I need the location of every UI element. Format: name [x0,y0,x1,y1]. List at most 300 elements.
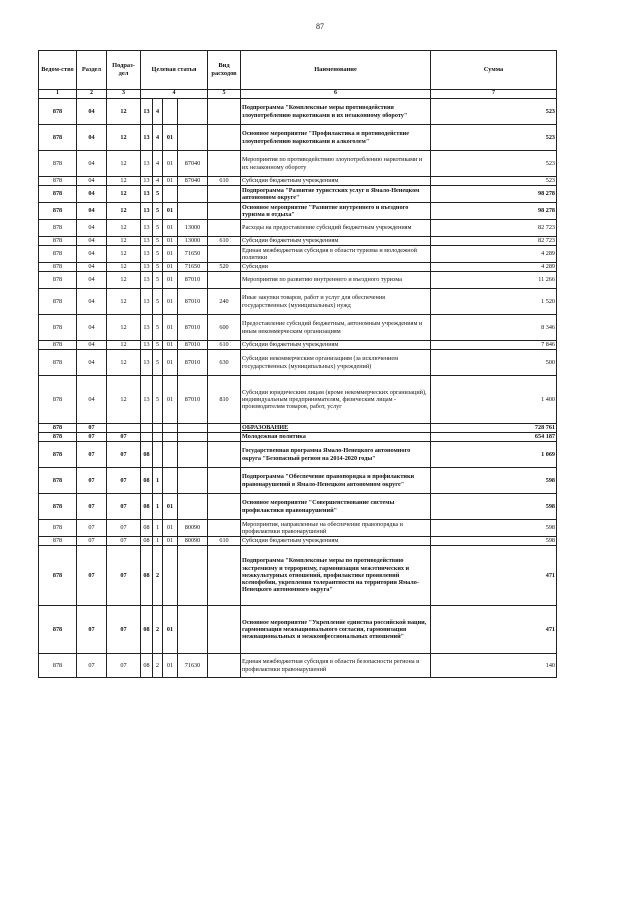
cell-vid-rashodov [208,272,241,289]
cell-naimenovanie [241,341,431,350]
cell-razdel: 04 [77,246,107,263]
cell-target-activity [163,546,178,606]
cell-naimenovanie [241,177,431,186]
cell-podrazdel: 07 [107,494,141,520]
cell-target-direction [178,424,208,433]
row-name-text: Расходы на предоставление субсидий бюджетным учреждениям [242,224,412,232]
cell-target-subprogram: 4 [153,125,163,151]
cell-podrazdel: 12 [107,186,141,203]
cell-target-program: 13 [141,186,153,203]
row-name-text: Субсидии [242,263,268,271]
table-row [39,177,557,186]
cell-vid-rashodov [208,606,241,654]
cell-target-program: 13 [141,151,153,177]
cell-naimenovanie [241,376,431,424]
cell-summa: 140 [431,654,557,678]
cell-target-direction [178,125,208,151]
row-name-text: Мероприятия, направленные на обеспечение правопорядка и профилактики правонарушений [242,520,403,535]
cell-target-program: 13 [141,376,153,424]
cell-vedomstvo: 878 [39,220,77,237]
cell-target-direction: 13000 [178,237,208,246]
cell-vedomstvo: 878 [39,350,77,376]
cell-target-activity [163,468,178,494]
cell-vedomstvo: 878 [39,186,77,203]
cell-naimenovanie [241,220,431,237]
cell-podrazdel: 12 [107,315,141,341]
cell-target-activity [163,186,178,203]
row-name-text: Субсидии бюджетным учреждениям [242,237,339,245]
row-name-text: Субсидии некоммерческим организациям (за исключением государственных (муниципальных) учреждений) [242,355,398,370]
cell-target-subprogram [153,442,163,468]
cell-target-subprogram: 5 [153,341,163,350]
cell-summa: 11 266 [431,272,557,289]
cell-summa: 728 761 [431,424,557,433]
cell-podrazdel: 12 [107,203,141,220]
cell-vid-rashodov: 610 [208,177,241,186]
row-name-text: Мероприятия по развитию внутреннего и въездного туризма [242,276,402,284]
cell-target-program: 13 [141,341,153,350]
cell-target-program: 13 [141,203,153,220]
cell-vedomstvo: 878 [39,125,77,151]
row-name-text: Основное мероприятие "Профилактика и противодействие злоупотреблению наркотиками и алкоголем" [242,130,409,145]
cell-vid-rashodov [208,203,241,220]
cell-target-activity: 01 [163,289,178,315]
cell-target-activity: 01 [163,220,178,237]
cell-target-activity: 01 [163,263,178,272]
cell-podrazdel: 07 [107,442,141,468]
cell-summa: 4 289 [431,263,557,272]
cell-target-direction: 87040 [178,177,208,186]
cell-target-activity: 01 [163,494,178,520]
cell-target-program: 13 [141,350,153,376]
cell-vid-rashodov [208,125,241,151]
cell-summa: 1 400 [431,376,557,424]
cell-podrazdel: 12 [107,350,141,376]
cell-target-direction [178,468,208,494]
row-name-text: Подпрограмма "Комплексные меры противодействия злоупотреблению наркотиками и их незаконному обороту" [242,104,408,119]
cell-summa: 8 346 [431,315,557,341]
cell-vid-rashodov [208,220,241,237]
table-row [39,315,557,341]
cell-target-subprogram [153,424,163,433]
cell-target-subprogram: 5 [153,289,163,315]
table-row [39,272,557,289]
table-row [39,289,557,315]
cell-razdel: 07 [77,606,107,654]
cell-target-direction: 87040 [178,151,208,177]
cell-target-subprogram: 2 [153,606,163,654]
cell-target-program: 13 [141,125,153,151]
cell-target-subprogram [153,433,163,442]
cell-podrazdel: 07 [107,468,141,494]
cell-target-subprogram: 1 [153,468,163,494]
cell-vedomstvo: 878 [39,315,77,341]
cell-target-subprogram: 5 [153,237,163,246]
table-row [39,350,557,376]
cell-summa: 4 289 [431,246,557,263]
cell-naimenovanie [241,203,431,220]
cell-vid-rashodov [208,494,241,520]
cell-vedomstvo: 878 [39,272,77,289]
cell-target-activity: 01 [163,606,178,654]
cell-target-program: 08 [141,546,153,606]
cell-summa: 98 278 [431,186,557,203]
cell-target-program [141,424,153,433]
cell-vedomstvo: 878 [39,494,77,520]
header-naimenovanie: Наименование [241,51,431,90]
cell-target-activity: 01 [163,520,178,537]
cell-podrazdel: 12 [107,151,141,177]
cell-naimenovanie [241,546,431,606]
cell-target-activity [163,424,178,433]
cell-vedomstvo: 878 [39,433,77,442]
cell-target-subprogram: 5 [153,272,163,289]
cell-target-direction [178,494,208,520]
header-row [39,51,557,90]
cell-target-direction: 87010 [178,350,208,376]
cell-razdel: 07 [77,468,107,494]
cell-summa: 82 723 [431,220,557,237]
row-name-text: Подпрограмма "Развитие туристских услуг в Ямало-Ненецком автономном округе" [242,186,420,201]
cell-vid-rashodov [208,468,241,494]
cell-target-direction: 87010 [178,289,208,315]
cell-naimenovanie [241,606,431,654]
cell-naimenovanie [241,537,431,546]
cell-target-program: 08 [141,520,153,537]
cell-razdel: 04 [77,350,107,376]
cell-vid-rashodov [208,99,241,125]
table-row [39,520,557,537]
cell-razdel: 07 [77,442,107,468]
table-row [39,494,557,520]
cell-target-program: 08 [141,468,153,494]
header-podrazdel: Подраз-дел [107,51,141,90]
cell-vedomstvo: 878 [39,520,77,537]
cell-target-direction: 71650 [178,246,208,263]
cell-podrazdel: 12 [107,237,141,246]
row-name-text: Субсидии бюджетным учреждениям [242,177,339,185]
cell-podrazdel: 12 [107,220,141,237]
cell-target-direction: 71650 [178,263,208,272]
page-number: 87 [316,22,324,31]
cell-razdel: 04 [77,341,107,350]
cell-podrazdel: 12 [107,376,141,424]
cell-razdel: 07 [77,537,107,546]
cell-target-activity: 01 [163,341,178,350]
cell-razdel: 07 [77,520,107,537]
cell-naimenovanie [241,424,431,433]
cell-target-activity [163,99,178,125]
cell-target-activity: 01 [163,246,178,263]
cell-summa: 523 [431,125,557,151]
cell-summa: 82 723 [431,237,557,246]
cell-vid-rashodov [208,442,241,468]
cell-vedomstvo: 878 [39,263,77,272]
table-row [39,99,557,125]
cell-razdel: 04 [77,376,107,424]
cell-naimenovanie [241,246,431,263]
cell-naimenovanie [241,125,431,151]
cell-summa: 523 [431,151,557,177]
cell-vedomstvo: 878 [39,654,77,678]
column-number: 7 [431,90,557,99]
cell-naimenovanie [241,186,431,203]
cell-summa: 1 069 [431,442,557,468]
cell-razdel: 04 [77,237,107,246]
cell-target-subprogram: 2 [153,546,163,606]
cell-vid-rashodov [208,246,241,263]
cell-razdel: 04 [77,99,107,125]
cell-target-subprogram: 5 [153,220,163,237]
cell-target-activity: 01 [163,654,178,678]
cell-podrazdel: 07 [107,606,141,654]
cell-razdel: 04 [77,220,107,237]
table-row [39,263,557,272]
cell-vid-rashodov: 630 [208,350,241,376]
cell-vedomstvo: 878 [39,376,77,424]
cell-podrazdel: 07 [107,546,141,606]
cell-vedomstvo: 878 [39,177,77,186]
cell-podrazdel: 12 [107,125,141,151]
cell-target-program: 13 [141,315,153,341]
cell-podrazdel: 12 [107,289,141,315]
header-summa: Сумма [431,51,557,90]
table-row [39,220,557,237]
table-row [39,442,557,468]
row-name-text: Подпрограмма "Комплексные меры по противодействию экстремизму и терроризму, гармонизация межэтнических и межкультурных отношений, профилактике проявлений ксенофобии, укрепления толерантности на территории Ямало-Ненецкого автономного округа" [242,557,419,594]
column-number: 5 [208,90,241,99]
cell-target-program: 08 [141,606,153,654]
cell-vedomstvo: 878 [39,537,77,546]
cell-target-subprogram: 4 [153,99,163,125]
cell-target-program: 13 [141,220,153,237]
cell-podrazdel: 12 [107,263,141,272]
cell-podrazdel: 12 [107,99,141,125]
cell-target-direction: 71630 [178,654,208,678]
row-name-text: Молодежная политика [242,433,306,441]
cell-naimenovanie [241,289,431,315]
cell-razdel: 04 [77,151,107,177]
cell-naimenovanie [241,272,431,289]
cell-summa: 1 520 [431,289,557,315]
cell-razdel: 04 [77,203,107,220]
cell-target-direction [178,99,208,125]
cell-target-subprogram: 5 [153,350,163,376]
cell-target-program: 13 [141,272,153,289]
cell-vid-rashodov: 240 [208,289,241,315]
header-vedomstvo: Ведом-ство [39,51,77,90]
row-name-text: Субсидии бюджетным учреждениям [242,537,339,545]
cell-target-activity [163,442,178,468]
cell-target-subprogram: 2 [153,654,163,678]
cell-podrazdel: 12 [107,177,141,186]
row-name-text: Основное мероприятие "Укрепление единства российской нации, гармонизация межнационального согласия, гармонизация межнациональных и межконфессиональных отношений" [242,618,427,641]
cell-vedomstvo: 878 [39,341,77,350]
row-name-text: Единая межбюджетная субсидия в области безопасности региона и профилактики правонарушений [242,658,420,673]
cell-vedomstvo: 878 [39,606,77,654]
cell-vedomstvo: 878 [39,424,77,433]
table-row [39,546,557,606]
cell-target-program: 08 [141,654,153,678]
table-row [39,246,557,263]
cell-vid-rashodov [208,433,241,442]
cell-target-subprogram: 5 [153,186,163,203]
budget-table [38,50,557,678]
cell-vedomstvo: 878 [39,151,77,177]
cell-summa: 98 278 [431,203,557,220]
cell-target-activity: 01 [163,315,178,341]
cell-target-activity: 01 [163,203,178,220]
cell-target-direction [178,442,208,468]
cell-target-activity: 01 [163,125,178,151]
row-name-text: Основное мероприятие "Совершенствование системы профилактики правонарушений" [242,499,395,514]
table-row [39,341,557,350]
cell-vid-rashodov [208,546,241,606]
cell-vid-rashodov [208,654,241,678]
cell-vid-rashodov: 810 [208,376,241,424]
cell-target-subprogram: 1 [153,537,163,546]
cell-target-program: 13 [141,246,153,263]
cell-razdel: 04 [77,186,107,203]
cell-target-activity [163,433,178,442]
row-name-text: Субсидии юридическим лицам (кроме некоммерческих организаций), индивидуальным предпринимателям, физическим лицам - производителям товаров, работ, услуг [242,388,427,411]
cell-target-direction: 87010 [178,376,208,424]
table-row [39,186,557,203]
row-name-text: Иные закупки товаров, работ и услуг для обеспечения государственных (муниципальных) нужд [242,294,385,309]
cell-summa: 598 [431,494,557,520]
table-row [39,237,557,246]
cell-target-subprogram: 4 [153,177,163,186]
cell-summa: 500 [431,350,557,376]
cell-vid-rashodov: 610 [208,341,241,350]
table-row [39,433,557,442]
cell-target-program: 13 [141,99,153,125]
cell-razdel: 04 [77,177,107,186]
column-number-row [39,90,557,99]
cell-podrazdel: 07 [107,654,141,678]
table-row [39,468,557,494]
cell-razdel: 07 [77,424,107,433]
cell-summa: 471 [431,606,557,654]
row-name-text: Единая межбюджетная субсидия в области туризма и молодежной политики [242,246,417,261]
table-row [39,203,557,220]
cell-podrazdel: 07 [107,537,141,546]
table-row [39,424,557,433]
cell-target-activity: 01 [163,272,178,289]
cell-target-activity: 01 [163,350,178,376]
cell-target-program: 08 [141,537,153,546]
cell-naimenovanie [241,654,431,678]
cell-summa: 654 187 [431,433,557,442]
cell-naimenovanie [241,237,431,246]
cell-naimenovanie [241,99,431,125]
header-celevaya-statya: Целевая статья [141,51,208,90]
cell-target-direction: 80090 [178,520,208,537]
cell-podrazdel: 12 [107,272,141,289]
row-name-text: Государственная программа Ямало-Ненецкого автономного округа "Безопасный регион на 2014-2020 годы" [242,447,411,462]
cell-target-program: 13 [141,263,153,272]
cell-target-direction [178,546,208,606]
cell-target-direction: 80090 [178,537,208,546]
cell-summa: 523 [431,99,557,125]
cell-vid-rashodov: 600 [208,315,241,341]
cell-vedomstvo: 878 [39,468,77,494]
cell-razdel: 04 [77,289,107,315]
cell-summa: 598 [431,468,557,494]
cell-target-program [141,433,153,442]
cell-summa: 523 [431,177,557,186]
row-name-text: Подпрограмма "Обеспечение правопорядка и профилактики правонарушений в Ямало-Ненецком автономном округе" [242,473,415,488]
column-number: 2 [77,90,107,99]
cell-target-subprogram: 5 [153,315,163,341]
cell-target-subprogram: 1 [153,494,163,520]
cell-vedomstvo: 878 [39,442,77,468]
cell-podrazdel: 07 [107,520,141,537]
cell-vedomstvo: 878 [39,203,77,220]
cell-naimenovanie [241,520,431,537]
table-row [39,376,557,424]
cell-target-subprogram: 5 [153,263,163,272]
cell-target-activity: 01 [163,177,178,186]
column-number: 6 [241,90,431,99]
cell-vedomstvo: 878 [39,246,77,263]
cell-razdel: 07 [77,433,107,442]
header-razdel: Раздел [77,51,107,90]
cell-vid-rashodov: 610 [208,537,241,546]
cell-podrazdel [107,424,141,433]
cell-podrazdel: 12 [107,341,141,350]
cell-naimenovanie [241,315,431,341]
table-row [39,537,557,546]
cell-target-activity: 01 [163,237,178,246]
cell-summa: 471 [431,546,557,606]
cell-vid-rashodov [208,424,241,433]
cell-razdel: 07 [77,546,107,606]
cell-target-activity: 01 [163,151,178,177]
cell-razdel: 04 [77,263,107,272]
cell-target-program: 13 [141,237,153,246]
cell-vid-rashodov: 520 [208,263,241,272]
cell-target-program: 13 [141,289,153,315]
column-number: 4 [141,90,208,99]
cell-vid-rashodov [208,151,241,177]
row-name-text: Субсидии бюджетным учреждениям [242,341,339,349]
cell-target-direction: 87010 [178,315,208,341]
cell-naimenovanie [241,433,431,442]
table-row [39,654,557,678]
cell-target-program: 13 [141,177,153,186]
cell-naimenovanie [241,442,431,468]
cell-razdel: 07 [77,494,107,520]
cell-vid-rashodov [208,520,241,537]
cell-target-direction [178,433,208,442]
cell-summa: 598 [431,520,557,537]
cell-target-direction: 87010 [178,272,208,289]
cell-target-direction [178,606,208,654]
cell-target-activity: 01 [163,376,178,424]
cell-target-direction: 87010 [178,341,208,350]
cell-summa: 598 [431,537,557,546]
cell-razdel: 04 [77,272,107,289]
cell-vid-rashodov [208,186,241,203]
cell-target-program: 08 [141,494,153,520]
table-row [39,151,557,177]
cell-podrazdel: 07 [107,433,141,442]
table-row [39,606,557,654]
cell-vid-rashodov: 610 [208,237,241,246]
cell-naimenovanie [241,494,431,520]
header-vid-rashodov: Вид расходов [208,51,241,90]
